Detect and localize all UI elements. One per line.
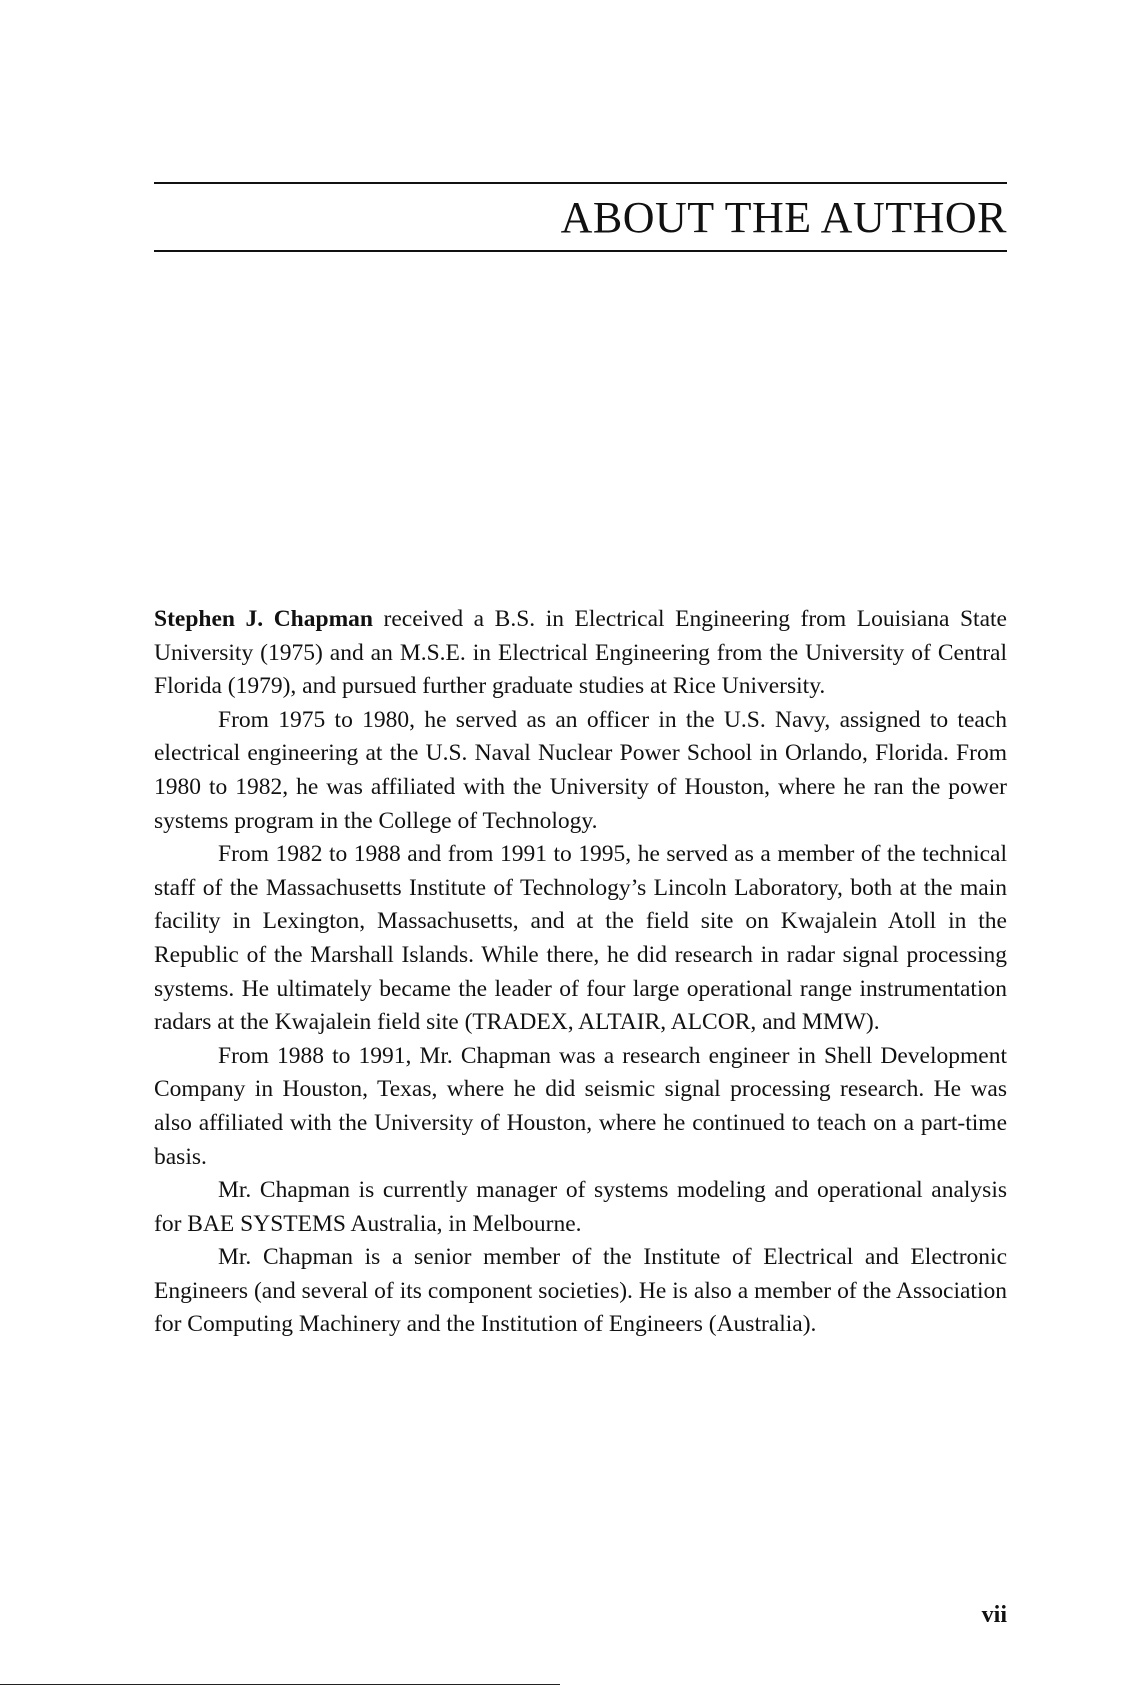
bio-paragraph-1-text: received a B.S. in Electrical Engineering from Louisiana State University (1975) and an M.S.E. in Electrical Engineering from the University of Central Florida (1979), and pursued further graduate studies at Rice University. (154, 606, 1007, 700)
page-number: vii (981, 1602, 1007, 1628)
title-top-rule (154, 182, 1007, 184)
author-name: Stephen J. Chapman (154, 606, 373, 632)
scan-edge-line (0, 1684, 560, 1685)
page-title: ABOUT THE AUTHOR (560, 193, 1007, 242)
bio-paragraph-4: From 1988 to 1991, Mr. Chapman was a research engineer in Shell Development Company in Houston, Texas, where he did seismic signal processing research. He was also affiliated with the University of Houston, where he continued to teach on a part-time basis. (154, 1042, 1007, 1170)
bio-paragraph-6: Mr. Chapman is a senior member of the Institute of Electrical and Electronic Engineers (and several of its component societies). He is also a member of the Association for Computing Machinery and the Institution of Engineers (Australia). (154, 1244, 1007, 1338)
bio-paragraph-2: From 1975 to 1980, he served as an officer in the U.S. Navy, assigned to teach electrical engineering at the U.S. Naval Nuclear Power School in Orlando, Florida. From 1980 to 1982, he was affiliated with the University of Houston, where he ran the power systems program in the College of Technology. (154, 706, 1007, 834)
author-bio (154, 603, 1007, 1342)
bio-paragraph-1 (154, 603, 1007, 704)
title-bottom-rule (154, 250, 1007, 252)
bio-paragraph-3: From 1982 to 1988 and from 1991 to 1995, he served as a member of the technical staff of the Massachusetts Institute of Technology’s Lincoln Laboratory, both at the main facility in Lexington, Massachusetts, and at the field site on Kwajalein Atoll in the Republic of the Marshall Islands. While there, he did research in radar signal processing systems. He ultimately became the leader of four large operational range instrumentation radars at the Kwajalein field site (TRADEX, ALTAIR, ALCOR, and MMW). (154, 841, 1007, 1036)
bio-paragraph-5: Mr. Chapman is currently manager of systems modeling and operational analysis for BAE SYSTEMS Australia, in Melbourne. (154, 1177, 1007, 1237)
